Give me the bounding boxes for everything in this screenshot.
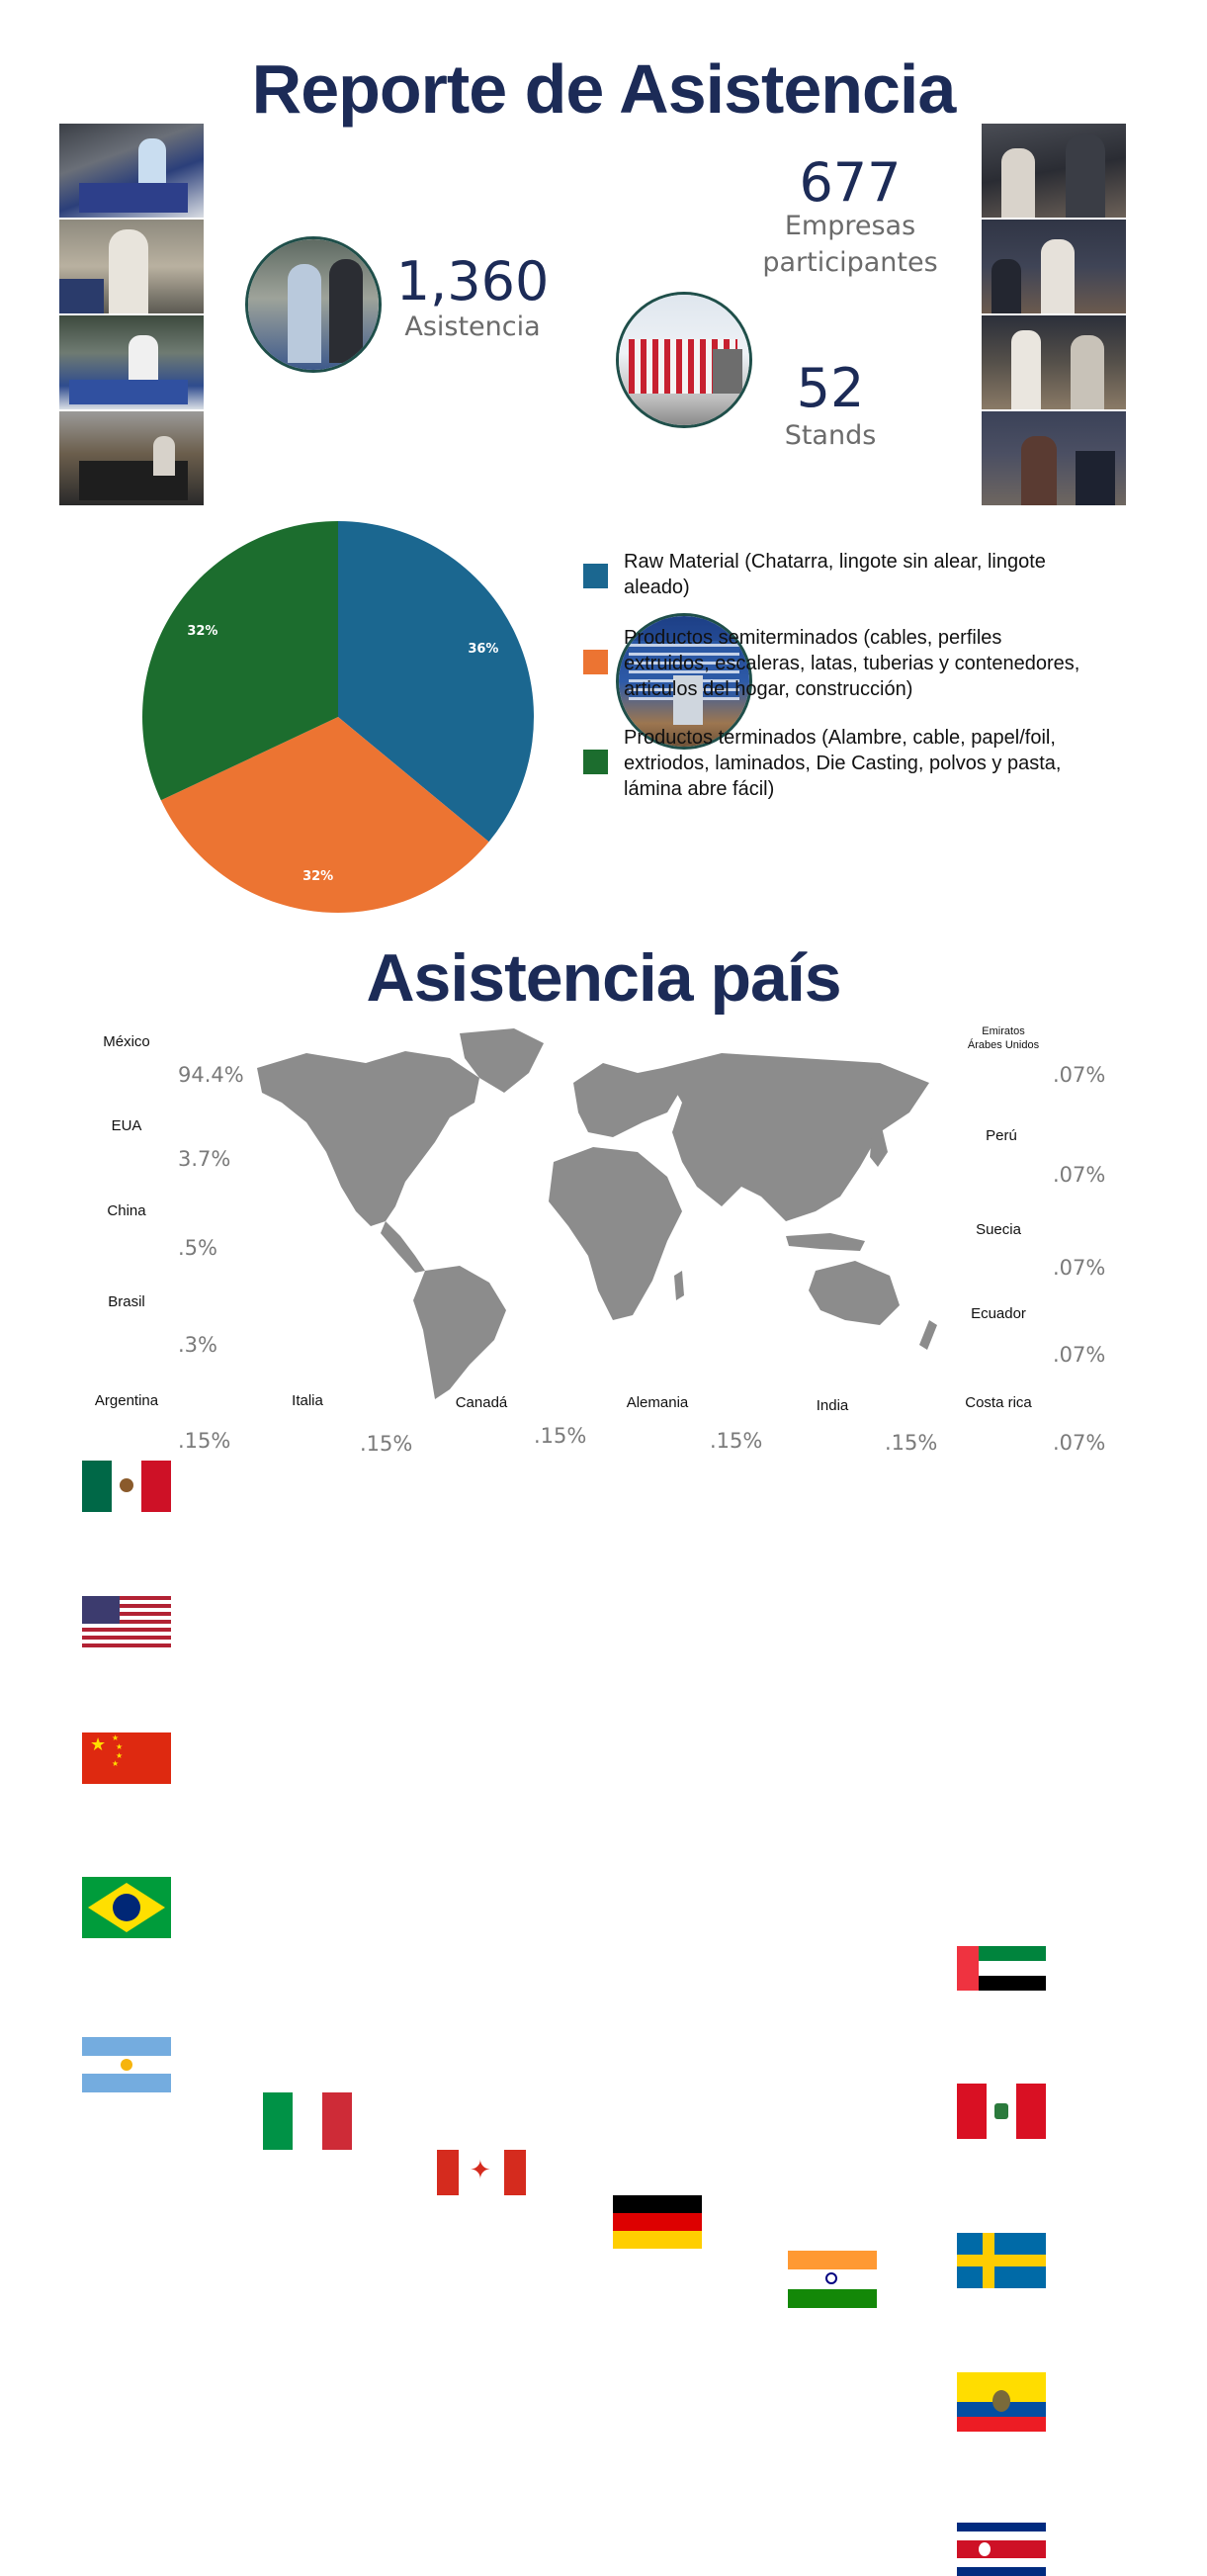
brazil-flag-icon [82,1877,171,1938]
country-name-line: Emiratos [982,1025,1025,1037]
country-pct-peru: .07% [1053,1163,1106,1187]
country-pct-mexico: 94.4% [178,1063,244,1087]
attendance-label: Asistencia [404,311,541,342]
country-name-italia: Italia [292,1392,323,1409]
country-pct-canada: .15% [534,1424,587,1448]
country-pct-alemania: .15% [710,1429,763,1453]
usa-flag-icon [82,1596,171,1647]
country-pct-ecuador: .07% [1053,1343,1106,1367]
costa-rica-flag-icon [957,2523,1046,2576]
photo-networking-2 [982,220,1126,313]
legend-swatch-raw-material [583,564,608,588]
country-pct-india: .15% [885,1431,938,1455]
map-europe [573,1063,682,1137]
country-name-argentina: Argentina [94,1392,159,1409]
germany-flag-icon [613,2195,702,2249]
stands-value: 52 [796,357,865,419]
right-photo-strip [982,124,1126,505]
country-pct-eua: 3.7% [178,1147,231,1171]
photo-attendee-smiling [59,220,204,313]
star-icon: ★ [112,1733,120,1742]
map-indonesia [786,1233,865,1251]
country-name-line: Árabes Unidos [967,1039,1040,1051]
legend-line: Productos semiterminados (cables, perfiles [624,627,1002,649]
world-map [247,1023,939,1404]
map-south-america [413,1266,506,1399]
star-icon: ★ [116,1742,124,1751]
page-title: Reporte de Asistencia [251,50,956,128]
companies-label-line1: Empresas [784,211,916,241]
companies-label [751,208,949,282]
mexico-flag-icon [82,1461,171,1512]
country-name-mexico: México [103,1033,150,1050]
stands-label: Stands [784,420,877,451]
legend-line: Raw Material (Chatarra, lingote sin alear, lingote [624,551,1046,573]
companies-value: 677 [799,151,902,214]
map-australia [809,1261,900,1325]
map-africa [549,1147,682,1320]
country-pct-italia: .15% [360,1432,413,1456]
legend-text-semi-finished [624,625,1079,702]
ecuador-flag-icon [957,2372,1046,2432]
star-icon: ★ [112,1759,120,1768]
country-name-eua: EUA [111,1117,142,1134]
legend-text-raw-material [624,549,1046,600]
photo-registration-desk [59,124,204,218]
pie-data-label: 32% [302,869,334,885]
legend-item-semi-finished [583,625,1097,702]
country-name-canada: Canadá [455,1394,508,1411]
india-flag-icon [788,2251,877,2308]
country-pct-china: .5% [178,1236,217,1260]
map-central-america [381,1221,425,1273]
map-madagascar [674,1271,684,1300]
building-photo [616,292,752,428]
photo-networking-4 [982,411,1126,505]
china-flag-icon [82,1732,171,1784]
legend-item-finished [583,725,1097,802]
country-section-title: Asistencia país [366,940,841,1016]
legend-text-finished [624,725,1061,802]
pie-data-label: 36% [468,641,499,657]
country-name-china: China [107,1202,146,1219]
country-name-emiratos [949,1024,1058,1052]
attendees-photo [245,236,382,373]
map-new-zealand [919,1320,937,1350]
legend-line: articulos del hogar, construcción) [624,678,913,700]
peru-flag-icon [957,2084,1046,2139]
country-pct-emiratos: .07% [1053,1063,1106,1087]
legend-line: extriodos, laminados, Die Casting, polvos y pasta, [624,753,1062,774]
category-pie-chart [129,509,549,925]
country-name-peru: Perú [986,1127,1017,1144]
attendance-value: 1,360 [395,250,550,312]
pie-data-label: 32% [187,624,218,640]
country-pct-brasil: .3% [178,1333,217,1357]
map-north-america [257,1051,479,1226]
country-name-costarica: Costa rica [965,1394,1032,1411]
photo-networking-3 [982,315,1126,409]
legend-line: Productos terminados (Alambre, cable, papel/foil, [624,727,1056,749]
map-asia [662,1053,929,1221]
companies-label-line2: participantes [762,247,938,279]
uae-flag-icon [957,1946,1046,1991]
country-name-india: India [816,1397,849,1414]
country-name-brasil: Brasil [108,1293,145,1310]
country-name-alemania: Alemania [626,1394,689,1411]
left-photo-strip [59,124,204,505]
star-icon: ★ [90,1734,107,1755]
photo-meeting-table [59,411,204,505]
photo-networking-1 [982,124,1126,218]
argentina-flag-icon [82,2037,171,2092]
maple-leaf-icon: ✦ [470,2156,491,2185]
star-icon: ★ [116,1751,124,1760]
legend-line: lámina abre fácil) [624,778,775,800]
sweden-flag-icon [957,2233,1046,2288]
canada-flag-icon [437,2150,526,2195]
country-name-ecuador: Ecuador [971,1305,1026,1322]
legend-swatch-semi-finished [583,650,608,674]
legend-line: aleado) [624,577,690,598]
map-japan [870,1127,888,1167]
legend-item-raw-material [583,549,1097,600]
country-pct-costarica: .07% [1053,1431,1106,1455]
photo-check-in [59,315,204,409]
country-pct-suecia: .07% [1053,1256,1106,1280]
country-pct-argentina: .15% [178,1429,231,1453]
italy-flag-icon [263,2092,352,2150]
country-name-suecia: Suecia [976,1221,1021,1238]
legend-swatch-finished [583,750,608,774]
legend-line: extruidos, escaleras, latas, tuberias y contenedores, [624,653,1080,674]
